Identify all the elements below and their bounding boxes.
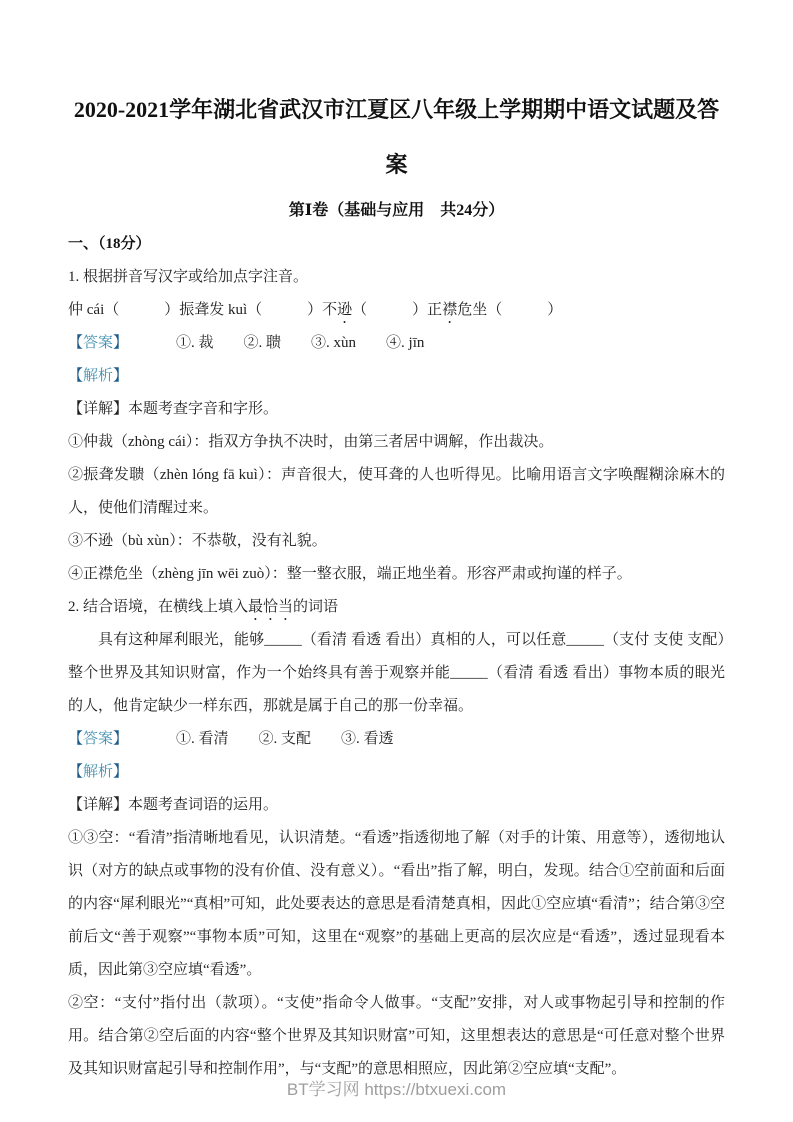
q2-explanation-1: ①③空：“看清”指清晰地看见，认识清楚。“看透”指透彻地了解（对手的计策、用意等），透彻地认识（对方的缺点或事物的没有价值、没有意义）。“看出”指了解，明白，发现。结合①空前面和后面的内容“犀利眼光”“真相”可知，此处要表达的意思是看清楚真相，因此①空应填“看清”；结合第③空前后文“善于观察”“事物本质”可知，这里在“观察”的基础上更高的层次应是“看透”，透过显现看本质，因此第③空应填“看透”。 (68, 830, 725, 978)
answer-label (68, 335, 128, 351)
q1-word-part1: 仲 cái（ ）振聋发 kuì（ ）不 (68, 302, 338, 318)
q1-word-part2: （ ）正 (352, 302, 443, 318)
footer-watermark (0, 1075, 793, 1100)
q1-explanation-3: ③不逊（bù xùn）：不恭敬，没有礼貌。 (68, 533, 327, 549)
analysis-label-right-bracket: 】 (113, 764, 129, 780)
analysis-label (68, 368, 128, 384)
q2-detail: 【详解】本题考查词语的运用。 (68, 797, 279, 813)
q2-answer-content: ①. 看清 ②. 支配 ③. 看透 (176, 731, 394, 747)
q2-stem-post: 的词语 (293, 599, 339, 615)
q1-analysis-line (68, 360, 725, 393)
q1-answer-line (68, 327, 725, 360)
answer-label-left-bracket: 【 (68, 335, 84, 351)
analysis-label-right-bracket: 】 (113, 368, 129, 384)
analysis-label-left-bracket: 【 (68, 764, 84, 780)
answer-label-right-bracket: 】 (113, 335, 129, 351)
section-header: 第Ⅰ卷（基础与应用 共24分） (288, 202, 505, 219)
q2-stem-emphasized: 最恰当 (248, 599, 294, 615)
answer-label-right-bracket: 】 (113, 731, 129, 747)
q2-explanation-2: ②空：“支付”指付出（款项）。“支使”指命令人做事。“支配”安排，对人或事物起引导和控制的作用。结合第②空后面的内容“整个世界及其知识财富”可知，这里想表达的意思是“可任意对整个世界及其知识财富起引导和控制作用”，与“支配”的意思相照应，因此第②空应填“支配”。 (68, 995, 725, 1077)
q1-word-emphasized-2: 襟 (442, 302, 458, 318)
answer-label-text: 答案 (83, 731, 114, 747)
q2-analysis-line (68, 756, 725, 789)
q1-stem: 1. 根据拼音写汉字或给加点字注音。 (68, 269, 309, 285)
q1-word-line (68, 294, 725, 327)
q1-explanation-1: ①仲裁（zhòng cái）：指双方争执不决时，由第三者居中调解，作出裁决。 (68, 434, 554, 450)
analysis-label-text: 解析 (83, 764, 114, 780)
q1-explanation-4: ④正襟危坐（zhèng jīn wēi zuò）：整一整衣服，端正地坐着。形容严肃或拘谨的样子。 (68, 566, 632, 582)
page-title: 2020-2021学年湖北省武汉市江夏区八年级上学期期中语文试题及答案 (73, 97, 720, 177)
q1-detail: 【详解】本题考查字音和字形。 (68, 401, 279, 417)
footer-site-text: BT学习网 https://btxuexi.com (286, 1080, 507, 1099)
analysis-label-text: 解析 (83, 368, 114, 384)
answer-label-text: 答案 (83, 335, 114, 351)
analysis-label-left-bracket: 【 (68, 368, 84, 384)
q1-explanation-2: ②振聋发聩（zhèn lóng fā kuì）：声音很大，使耳聋的人也听得见。比喻用语言文字唤醒糊涂麻木的人，使他们清醒过来。 (68, 467, 725, 516)
q1-answer-content: ①. 裁 ②. 聩 ③. xùn ④. jīn (176, 335, 425, 351)
q2-stem-pre: 2. 结合语境，在横线上填入 (68, 599, 249, 615)
q1-word-emphasized-1: 逊 (337, 302, 353, 318)
q2-answer-line (68, 723, 725, 756)
analysis-label (68, 764, 128, 780)
answer-label (68, 731, 128, 747)
part-header: 一、（18分） (68, 236, 151, 252)
answer-label-left-bracket: 【 (68, 731, 84, 747)
q2-stem (68, 591, 725, 624)
q1-word-part3: 危坐（ ） (457, 302, 563, 318)
q2-passage: 具有这种犀利眼光，能够_____（看清 看透 看出）真相的人，可以任意_____（支付 支使 支配）整个世界及其知识财富，作为一个始终具有善于观察并能_____（看清 看透 看出）事物本质的眼光的人，他肯定缺少一样东西，那就是属于自己的那一份幸福。 (68, 632, 725, 714)
